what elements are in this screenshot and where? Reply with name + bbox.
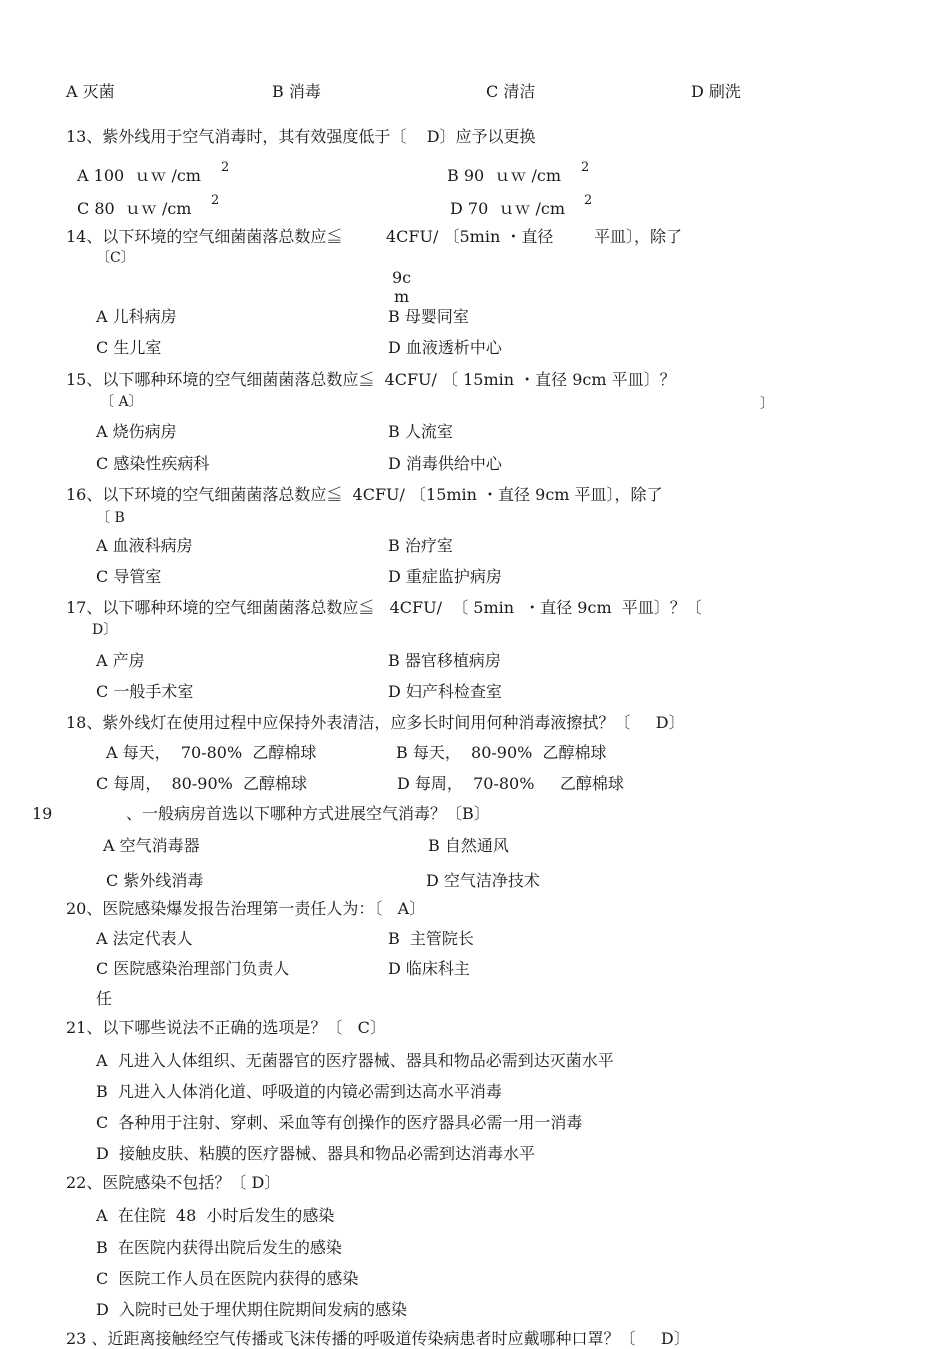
- q19-stem: 、一般病房首选以下哪种方式进展空气消毒？〔B〕: [126, 804, 490, 823]
- q22-option-d: D 入院时已处于埋伏期住院期间发病的感染: [96, 1300, 408, 1319]
- q16-option-d: D 重症监护病房: [388, 567, 502, 586]
- q20-option-b: B 主管院长: [388, 929, 474, 948]
- q13-option-c-sup: 2: [211, 193, 220, 208]
- q14-unit-line2: m: [394, 287, 410, 306]
- q13-option-b: B 90 ｕｗ /cm: [447, 166, 561, 185]
- q15-option-c: C 感染性疾病科: [96, 454, 210, 473]
- q22-option-c: C 医院工作人员在医院内获得的感染: [96, 1269, 359, 1288]
- q14-option-c: C 生儿室: [96, 338, 162, 357]
- q21-option-c: C 各种用于注射、穿刺、采血等有创操作的医疗器具必需一用一消毒: [96, 1113, 583, 1132]
- q16-option-b: B 治疗室: [388, 536, 453, 555]
- q15-option-b: B 人流室: [388, 422, 453, 441]
- q16-answer: 〔 B: [96, 510, 125, 526]
- q21-stem: 21、以下哪些说法不正确的选项是？〔 C〕: [66, 1018, 386, 1037]
- q15-answer: 〔 A〕: [100, 394, 143, 410]
- q13-option-d-sup: 2: [584, 193, 593, 208]
- q19-option-d: D 空气洁净技术: [426, 871, 540, 890]
- q12-option-d: D 刷洗: [691, 82, 741, 101]
- q22-stem: 22、医院感染不包括？〔 D〕: [66, 1173, 281, 1192]
- q16-option-a: A 血液科病房: [96, 536, 193, 555]
- q20-stem: 20、医院感染爆发报告治理第一责任人为：〔 A〕: [66, 899, 426, 918]
- q19-number: 19: [32, 804, 53, 823]
- q14-stem-part3: 平皿〕，除了: [594, 227, 683, 246]
- q22-option-a: A 在住院 48 小时后发生的感染: [96, 1206, 335, 1225]
- q18-stem: 18、紫外线灯在使用过程中应保持外表清洁，应多长时间用何种消毒液擦拭？〔 D〕: [66, 713, 685, 732]
- q13-option-d: D 70 ｕｗ /cm: [450, 199, 566, 218]
- q14-option-d: D 血液透析中心: [388, 338, 502, 357]
- q19-option-a: A 空气消毒器: [103, 836, 200, 855]
- q20-option-c-wrap: 任: [96, 989, 113, 1008]
- q12-option-a: A 灭菌: [66, 82, 115, 101]
- q13-stem: 13、紫外线用于空气消毒时，其有效强度低于〔 D〕应予以更换: [66, 127, 536, 146]
- q14-option-b: B 母婴同室: [388, 307, 469, 326]
- q19-option-c: C 紫外线消毒: [106, 871, 204, 890]
- q17-answer: D〕: [92, 622, 118, 638]
- q13-option-a: A 100 ｕｗ /cm: [77, 166, 201, 185]
- q18-option-c: C 每周， 80-90% 乙醇棉球: [96, 774, 308, 793]
- q19-option-b: B 自然通风: [428, 836, 509, 855]
- q12-option-b: B 消毒: [272, 82, 321, 101]
- q21-option-d: D 接触皮肤、粘膜的医疗器械、器具和物品必需到达消毒水平: [96, 1144, 536, 1163]
- q21-option-a: A 凡进入人体组织、无菌器官的医疗器械、器具和物品必需到达灭菌水平: [96, 1051, 614, 1070]
- q14-option-a: A 儿科病房: [96, 307, 177, 326]
- q17-stem: 17、以下哪种环境的空气细菌菌落总数应≦ 4CFU/ 〔 5min ・直径 9cm 平皿〕？〔: [66, 598, 702, 617]
- q12-option-c: C 清洁: [486, 82, 536, 101]
- q23-stem: 23 、近距离接触经空气传播或飞沫传播的呼吸道传染病患者时应戴哪种口罩？〔 D〕: [66, 1329, 690, 1348]
- q14-unit-line1: 9c: [392, 268, 412, 287]
- q20-option-d: D 临床科主: [388, 959, 470, 978]
- q15-stem: 15、以下哪种环境的空气细菌菌落总数应≦ 4CFU/ 〔 15min ・直径 9cm 平皿〕？: [66, 370, 676, 389]
- q18-option-a: A 每天， 70-80% 乙醇棉球: [106, 743, 317, 762]
- q15-close-bracket: 〕: [760, 396, 774, 412]
- q17-option-a: A 产房: [96, 651, 145, 670]
- q22-option-b: B 在医院内获得出院后发生的感染: [96, 1238, 342, 1257]
- q17-option-b: B 器官移植病房: [388, 651, 501, 670]
- q17-option-c: C 一般手术室: [96, 682, 194, 701]
- q18-option-d: D 每周， 70-80% 乙醇棉球: [397, 774, 624, 793]
- q14-stem-part2: 4CFU/ 〔5min ・直径: [386, 227, 554, 246]
- q16-option-c: C 导管室: [96, 567, 162, 586]
- q13-option-b-sup: 2: [581, 160, 590, 175]
- q16-stem: 16、以下环境的空气细菌菌落总数应≦ 4CFU/ 〔15min ・直径 9cm 平皿〕，除了: [66, 485, 663, 504]
- q14-answer: 〔C〕: [96, 250, 135, 266]
- q13-option-c: C 80 ｕｗ /cm: [77, 199, 192, 218]
- q20-option-c: C 医院感染治理部门负责人: [96, 959, 290, 978]
- q14-stem: 14、以下环境的空气细菌菌落总数应≦: [66, 227, 343, 246]
- q21-option-b: B 凡进入人体消化道、呼吸道的内镜必需到达高水平消毒: [96, 1082, 502, 1101]
- q13-option-a-sup: 2: [221, 160, 230, 175]
- q18-option-b: B 每天， 80-90% 乙醇棉球: [396, 743, 607, 762]
- q17-option-d: D 妇产科检查室: [388, 682, 502, 701]
- q15-option-a: A 烧伤病房: [96, 422, 177, 441]
- q15-option-d: D 消毒供给中心: [388, 454, 502, 473]
- q20-option-a: A 法定代表人: [96, 929, 193, 948]
